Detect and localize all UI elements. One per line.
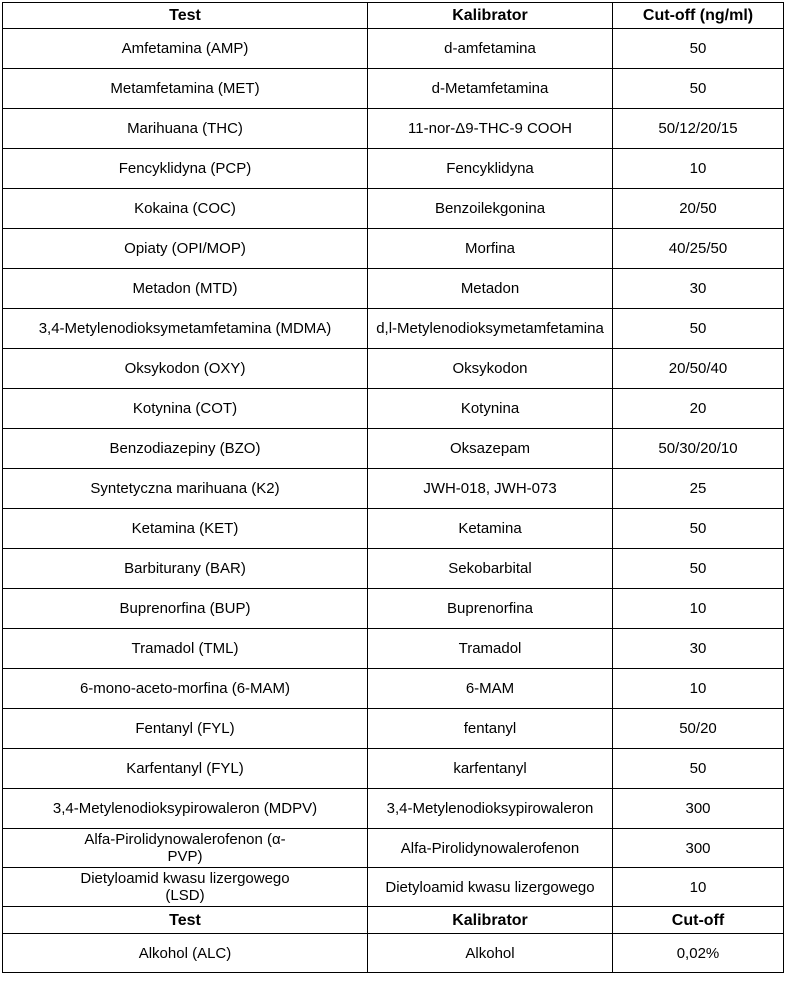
table-row-alcohol bbox=[3, 934, 784, 973]
cell-test bbox=[3, 429, 368, 469]
cell-cutoff-text: 50 bbox=[689, 760, 707, 777]
cell-cutoff-text: 10 bbox=[689, 878, 707, 896]
cell-test-text: Amfetamina (AMP) bbox=[121, 40, 249, 57]
cell-calibrator bbox=[368, 829, 613, 868]
cell-cutoff bbox=[613, 309, 784, 349]
cell-test bbox=[3, 189, 368, 229]
cell-calibrator-text: Morfina bbox=[464, 240, 516, 257]
cell-calibrator-text: fentanyl bbox=[463, 720, 517, 737]
cell-cutoff-text: 20 bbox=[689, 400, 707, 417]
cell-test-text: Metadon (MTD) bbox=[132, 280, 238, 297]
cell-calibrator-text: Benzoilekgonina bbox=[434, 200, 546, 217]
cell-cutoff bbox=[613, 549, 784, 589]
cell-cutoff bbox=[613, 29, 784, 69]
table-row bbox=[3, 549, 784, 589]
cell-test-text: Oksykodon (OXY) bbox=[124, 360, 246, 377]
cell-calibrator-text: 3,4-Metylenodioksypirowaleron bbox=[386, 800, 594, 817]
table-row bbox=[3, 749, 784, 789]
cell-test bbox=[3, 509, 368, 549]
cell-test-text: Metamfetamina (MET) bbox=[110, 80, 260, 97]
cell-test bbox=[3, 709, 368, 749]
cell-test-text: 3,4-Metylenodioksymetamfetamina (MDMA) bbox=[38, 320, 332, 337]
cell-calibrator bbox=[368, 589, 613, 629]
cell-cutoff bbox=[613, 429, 784, 469]
table-row bbox=[3, 709, 784, 749]
cell-calibrator bbox=[368, 789, 613, 829]
cell-cutoff bbox=[613, 229, 784, 269]
cell-cutoff-text: 300 bbox=[685, 800, 711, 817]
table-row bbox=[3, 629, 784, 669]
cell-cutoff-text: 50 bbox=[689, 320, 707, 337]
cell-cutoff-text: 50 bbox=[689, 560, 707, 577]
cell-test-text: Buprenorfina (BUP) bbox=[119, 600, 251, 617]
table-row bbox=[3, 69, 784, 109]
drug-rows bbox=[3, 29, 784, 907]
cell-test-text: Kokaina (COC) bbox=[134, 200, 236, 217]
cell-calibrator-text: d-Metamfetamina bbox=[431, 80, 549, 97]
cell-calibrator bbox=[368, 269, 613, 309]
header-calibrator: Kalibrator bbox=[368, 3, 613, 29]
cell-calibrator-text: karfentanyl bbox=[453, 760, 527, 777]
cell-cutoff-text: 50/20 bbox=[679, 720, 717, 737]
cell-cutoff-text: 30 bbox=[689, 280, 707, 297]
cell-cutoff-text: 50/12/20/15 bbox=[658, 120, 738, 137]
cell-test-text: Opiaty (OPI/MOP) bbox=[124, 240, 246, 257]
cell-calibrator-text: 6-MAM bbox=[465, 680, 515, 697]
table-row bbox=[3, 829, 784, 868]
cell-cutoff-text: 30 bbox=[689, 640, 707, 657]
cell-calibrator bbox=[368, 309, 613, 349]
table-row bbox=[3, 149, 784, 189]
cell-cutoff-text: 25 bbox=[689, 480, 707, 497]
cell-test-text: Dietyloamid kwasu lizergowego (LSD) bbox=[80, 870, 290, 904]
header2-calibrator: Kalibrator bbox=[368, 907, 613, 934]
cell-test bbox=[3, 829, 368, 868]
cell-calibrator bbox=[368, 69, 613, 109]
cell-calibrator-text: Kotynina bbox=[460, 400, 520, 417]
cell-test bbox=[3, 349, 368, 389]
table-row bbox=[3, 509, 784, 549]
cell-test bbox=[3, 749, 368, 789]
cell-cutoff-text: 50 bbox=[689, 520, 707, 537]
cell-test-text: Syntetyczna marihuana (K2) bbox=[90, 480, 280, 497]
cell-test bbox=[3, 469, 368, 509]
table-row bbox=[3, 669, 784, 709]
cell-calibrator-text: Buprenorfina bbox=[447, 600, 533, 617]
cell-calibrator-text: 11-nor-Δ9-THC-9 COOH bbox=[408, 120, 572, 137]
cell-cutoff: 0,02% bbox=[613, 934, 784, 973]
cell-test bbox=[3, 229, 368, 269]
cell-cutoff bbox=[613, 269, 784, 309]
header2-test: Test bbox=[3, 907, 368, 934]
table-row bbox=[3, 389, 784, 429]
cell-cutoff-text: 50/30/20/10 bbox=[658, 440, 738, 457]
cell-test bbox=[3, 868, 368, 907]
cell-calibrator bbox=[368, 229, 613, 269]
cell-calibrator-text: Alfa-Pirolidynowalerofenon bbox=[400, 839, 580, 857]
cell-calibrator: Alkohol bbox=[368, 934, 613, 973]
table-row bbox=[3, 229, 784, 269]
cell-test bbox=[3, 69, 368, 109]
cell-cutoff bbox=[613, 749, 784, 789]
cell-cutoff bbox=[613, 868, 784, 907]
cell-calibrator bbox=[368, 109, 613, 149]
cell-cutoff bbox=[613, 829, 784, 868]
cell-cutoff-text: 10 bbox=[689, 160, 707, 177]
cell-calibrator-text: Dietyloamid kwasu lizergowego bbox=[385, 878, 595, 896]
cell-test bbox=[3, 29, 368, 69]
header2-cutoff: Cut-off bbox=[613, 907, 784, 934]
cell-cutoff bbox=[613, 69, 784, 109]
cell-cutoff-text: 20/50/40 bbox=[668, 360, 728, 377]
cell-cutoff bbox=[613, 509, 784, 549]
table-row bbox=[3, 109, 784, 149]
cell-calibrator bbox=[368, 669, 613, 709]
cell-test bbox=[3, 309, 368, 349]
cell-test-text: Ketamina (KET) bbox=[131, 520, 239, 537]
cell-test-text: Karfentanyl (FYL) bbox=[126, 760, 244, 777]
cell-test bbox=[3, 109, 368, 149]
cell-test-text: Tramadol (TML) bbox=[131, 640, 239, 657]
table-row bbox=[3, 349, 784, 389]
cell-cutoff bbox=[613, 349, 784, 389]
cell-calibrator-text: Metadon bbox=[460, 280, 520, 297]
cell-calibrator-text: Fencyklidyna bbox=[446, 160, 534, 177]
cell-test bbox=[3, 789, 368, 829]
cell-calibrator-text: Oksykodon bbox=[452, 360, 528, 377]
cell-cutoff bbox=[613, 189, 784, 229]
cell-calibrator bbox=[368, 469, 613, 509]
cell-test-text: Alfa-Pirolidynowalerofenon (α-PVP) bbox=[84, 831, 286, 865]
table-row bbox=[3, 189, 784, 229]
cell-cutoff-text: 20/50 bbox=[679, 200, 717, 217]
cell-cutoff bbox=[613, 789, 784, 829]
table-header-row bbox=[3, 3, 784, 29]
header-test: Test bbox=[3, 3, 368, 29]
cell-test-text: Marihuana (THC) bbox=[127, 120, 243, 137]
cell-calibrator bbox=[368, 149, 613, 189]
cutoff-table bbox=[2, 2, 784, 973]
cell-test bbox=[3, 669, 368, 709]
cell-cutoff bbox=[613, 709, 784, 749]
cell-calibrator-text: JWH-018, JWH-073 bbox=[423, 480, 557, 497]
cell-test-text: Fentanyl (FYL) bbox=[135, 720, 235, 737]
cell-calibrator bbox=[368, 509, 613, 549]
cell-calibrator-text: Sekobarbital bbox=[448, 560, 532, 577]
cell-test: Alkohol (ALC) bbox=[3, 934, 368, 973]
cell-test bbox=[3, 269, 368, 309]
cell-calibrator-text: Oksazepam bbox=[449, 440, 531, 457]
cell-calibrator-text: Ketamina bbox=[458, 520, 522, 537]
cell-cutoff-text: 40/25/50 bbox=[668, 240, 728, 257]
cell-test-text: Barbiturany (BAR) bbox=[124, 560, 246, 577]
cell-calibrator-text: d-amfetamina bbox=[444, 40, 536, 57]
cell-calibrator bbox=[368, 868, 613, 907]
cell-test bbox=[3, 549, 368, 589]
cell-test-text: 6-mono-aceto-morfina (6-MAM) bbox=[79, 680, 291, 697]
cell-cutoff bbox=[613, 589, 784, 629]
cell-cutoff bbox=[613, 669, 784, 709]
table-row bbox=[3, 29, 784, 69]
cell-cutoff-text: 300 bbox=[685, 839, 711, 857]
cell-calibrator bbox=[368, 709, 613, 749]
table-row bbox=[3, 789, 784, 829]
cell-calibrator bbox=[368, 749, 613, 789]
cell-calibrator bbox=[368, 429, 613, 469]
table-row bbox=[3, 429, 784, 469]
table-row bbox=[3, 868, 784, 907]
cell-cutoff bbox=[613, 149, 784, 189]
cell-test bbox=[3, 589, 368, 629]
cell-calibrator bbox=[368, 29, 613, 69]
cell-test-text: 3,4-Metylenodioksypirowaleron (MDPV) bbox=[52, 800, 318, 817]
cell-cutoff bbox=[613, 109, 784, 149]
cell-cutoff-text: 10 bbox=[689, 680, 707, 697]
cell-calibrator bbox=[368, 389, 613, 429]
cell-cutoff-text: 10 bbox=[689, 600, 707, 617]
cell-calibrator bbox=[368, 549, 613, 589]
cell-cutoff bbox=[613, 629, 784, 669]
table-row bbox=[3, 309, 784, 349]
cell-cutoff-text: 50 bbox=[689, 80, 707, 97]
table-header-row-2 bbox=[3, 907, 784, 934]
cell-calibrator bbox=[368, 189, 613, 229]
cell-test bbox=[3, 389, 368, 429]
table-row bbox=[3, 469, 784, 509]
cell-cutoff-text: 50 bbox=[689, 40, 707, 57]
cell-test-text: Kotynina (COT) bbox=[132, 400, 238, 417]
cell-calibrator-text: Tramadol bbox=[458, 640, 522, 657]
cell-cutoff bbox=[613, 389, 784, 429]
cell-test-text: Fencyklidyna (PCP) bbox=[118, 160, 252, 177]
header-cutoff: Cut-off (ng/ml) bbox=[613, 3, 784, 29]
cell-test-text: Benzodiazepiny (BZO) bbox=[109, 440, 261, 457]
table-row bbox=[3, 589, 784, 629]
cell-test bbox=[3, 629, 368, 669]
cell-calibrator bbox=[368, 349, 613, 389]
cell-calibrator-text: d,l-Metylenodioksymetamfetamina bbox=[376, 320, 604, 337]
cell-test bbox=[3, 149, 368, 189]
table-row bbox=[3, 269, 784, 309]
cell-calibrator bbox=[368, 629, 613, 669]
cell-cutoff bbox=[613, 469, 784, 509]
